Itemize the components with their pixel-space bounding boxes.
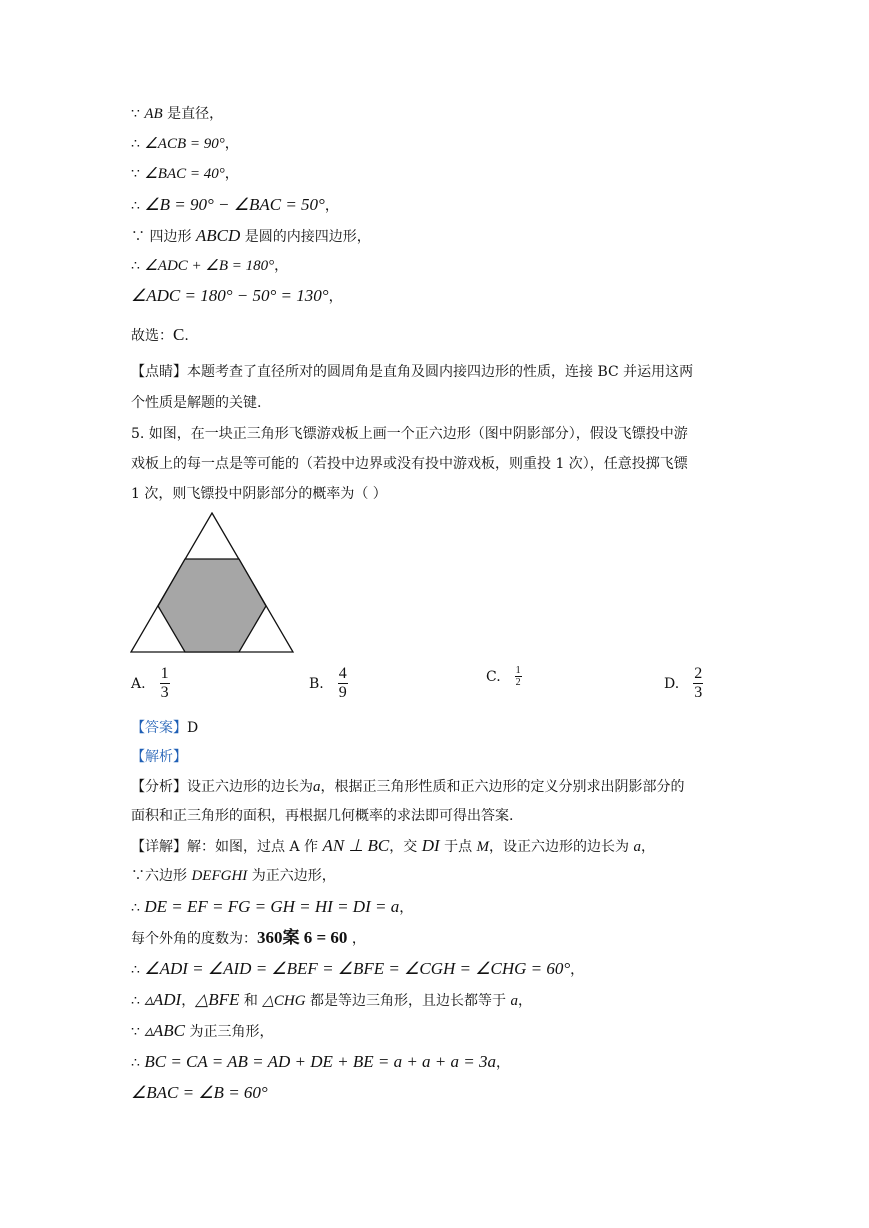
option-d[interactable]: D. $\frac{2}{3}$ xyxy=(664,665,703,701)
line-2: ∴ ∠ACB = 90°， xyxy=(131,136,239,152)
line-4: ∴ ∠B = 90° − ∠BAC = 50°， xyxy=(131,195,339,214)
dianjing-line-1: 【点睛】本题考查了直径所对的圆周角是直角及圆内接四边形的性质，连接 BC 并运用这两 xyxy=(131,364,694,380)
equation-4: ∵ ▵ABC 为正三角形， xyxy=(131,1021,274,1040)
line-6: ∴ ∠ADC + ∠B = 180°， xyxy=(131,258,289,274)
question-line-1: 5. 如图，在一块正三角形飞镖游戏板上画一个正六边形（图中阴影部分），假设飞镖投中游 xyxy=(131,426,688,442)
dianjing-line-2: 个性质是解题的关键. xyxy=(131,395,262,411)
line-5: ∵ 四边形 ABCD 是圆的内接四边形， xyxy=(131,226,371,245)
question-line-2: 戏板上的每一点是等可能的（若投中边界或没有投中游戏板，则重投 1 次），任意投掷飞镖 xyxy=(131,456,688,472)
equation-1: ∴ DE = EF = FG = GH = HI = DI = a， xyxy=(131,897,414,916)
line-3: ∵ ∠BAC = 40°， xyxy=(131,166,239,182)
equation-6: ∠BAC = ∠B = 60° xyxy=(131,1083,268,1102)
hexagon-line: ∵六边形 DEFGHI 为正六边形， xyxy=(131,868,336,884)
option-a[interactable]: A. $\frac{1}{3}$ xyxy=(131,665,169,701)
question-line-3: 1 次，则飞镖投中阴影部分的概率为（ ） xyxy=(131,486,387,502)
option-c-fraction: $\frac{1}{2}$ xyxy=(515,665,521,688)
line-7: ∠ADC = 180° − 50° = 130°， xyxy=(131,286,343,305)
choose-line: 故选：C. xyxy=(131,325,189,344)
exterior-angle-line: 每个外角的度数为：360案 6 = 60 ， xyxy=(131,928,366,947)
answer-line: 【答案】D xyxy=(131,720,199,736)
equation-3: ∴ ▵ADI，△BFE 和 △CHG 都是等边三角形，且边长都等于 a， xyxy=(131,990,532,1009)
equation-2: ∴ ∠ADI = ∠AID = ∠BEF = ∠BFE = ∠CGH = ∠CHG = 60°， xyxy=(131,959,585,978)
line-1: ∵ AB 是直径， xyxy=(131,106,224,122)
jiexi-line: 【解析】 xyxy=(131,749,187,765)
dartboard-figure xyxy=(130,512,296,654)
option-d-fraction: $\frac{2}{3}$ xyxy=(694,665,703,701)
fenxi-line-2: 面积和正三角形的面积，再根据几何概率的求法即可得出答案. xyxy=(131,808,514,824)
equation-5: ∴ BC = CA = AB = AD + DE + BE = a + a + a = 3a， xyxy=(131,1052,510,1071)
option-a-fraction: $\frac{1}{3}$ xyxy=(160,665,169,701)
option-b[interactable]: B. $\frac{4}{9}$ xyxy=(309,665,347,701)
fenxi-line-1: 【分析】设正六边形的边长为a，根据正三角形性质和正六边形的定义分别求出阴影部分的 xyxy=(131,779,685,795)
xiangjie-line: 【详解】解：如图，过点 A 作 AN ⊥ BC，交 DI 于点 M，设正六边形的边长为 a， xyxy=(131,836,655,855)
option-c[interactable]: C. $\frac{1}{2}$ xyxy=(486,665,521,688)
option-b-fraction: $\frac{4}{9}$ xyxy=(338,665,347,701)
